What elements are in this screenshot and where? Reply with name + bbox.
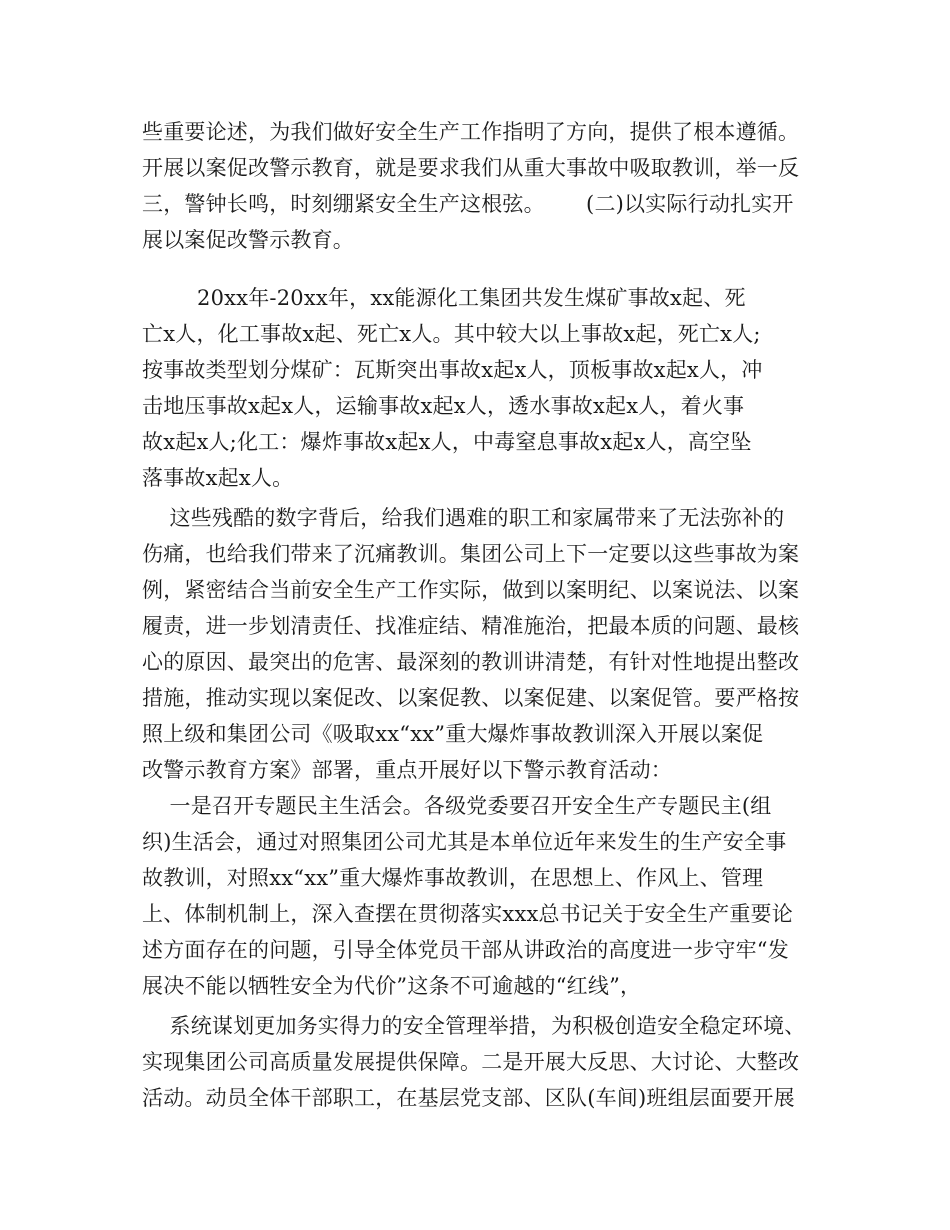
text-line: 按事故类型划分煤矿：瓦斯突出事故x起x人，顶板事故x起x人，冲 [142,358,763,382]
text-line: 三，警钟长鸣，时刻绷紧安全生产这根弦。 (二)以实际行动扎实开 [142,192,794,216]
text-line: 改警示教育方案》部署，重点开展好以下警示教育活动： [142,758,672,782]
text-line: 例，紧密结合当前安全生产工作实际，做到以案明纪、以案说法、以案 [142,578,800,602]
text-line: 故教训，对照xx“xx”重大爆炸事故教训，在思想上、作风上、管理 [142,866,764,890]
text-line: 亡x人，化工事故x起、死亡x人。其中较大以上事故x起，死亡x人; [142,322,761,346]
text-line: 击地压事故x起x人，运输事故x起x人，透水事故x起x人，着火事 [142,394,745,418]
text-line: 些重要论述，为我们做好安全生产工作指明了方向，提供了根本遵循。 [142,120,800,144]
text-line: 述方面存在的问题，引导全体党员干部从讲政治的高度进一步守牢“发 [142,938,789,962]
text-line: 展决不能以牺牲安全为代价”这条不可逾越的“红线”， [142,974,642,998]
text-line: 上、体制机制上，深入查摆在贯彻落实xxx总书记关于安全生产重要论 [142,902,793,926]
text-line: 活动。动员全体干部职工，在基层党支部、区队(车间)班组层面要开展 [142,1086,795,1110]
text-line: 实现集团公司高质量发展提供保障。二是开展大反思、大讨论、大整改 [142,1050,800,1074]
text-line: 措施，推动实现以案促改、以案促教、以案促建、以案促管。要严格按 [142,686,800,710]
text-line: 展以案促改警示教育。 [142,228,354,252]
text-line: 履责，进一步划清责任、找准症结、精准施治，把最本质的问题、最核 [142,614,800,638]
text-line: 故x起x人;化工：爆炸事故x起x人，中毒窒息事故x起x人，高空坠 [142,430,752,454]
text-line: 心的原因、最突出的危害、最深刻的教训讲清楚，有针对性地提出整改 [142,650,800,674]
text-line: 伤痛，也给我们带来了沉痛教训。集团公司上下一定要以这些事故为案 [142,542,800,566]
text-line: 20xx年-20xx年，xx能源化工集团共发生煤矿事故x起、死 [142,286,746,310]
text-line: 开展以案促改警示教育，就是要求我们从重大事故中吸取教训，举一反 [142,156,800,180]
text-line: 照上级和集团公司《吸取xx“xx”重大爆炸事故教训深入开展以案促 [142,722,764,746]
text-line: 这些残酷的数字背后，给我们遇难的职工和家属带来了无法弥补的 [142,506,785,530]
text-line: 一是召开专题民主生活会。各级党委要召开安全生产专题民主(组 [142,794,772,818]
text-line: 织)生活会，通过对照集团公司尤其是本单位近年来发生的生产安全事 [142,830,787,854]
text-line: 系统谋划更加务实得力的安全管理举措，为积极创造安全稳定环境、 [142,1014,806,1038]
text-line: 落事故x起x人。 [142,466,294,490]
